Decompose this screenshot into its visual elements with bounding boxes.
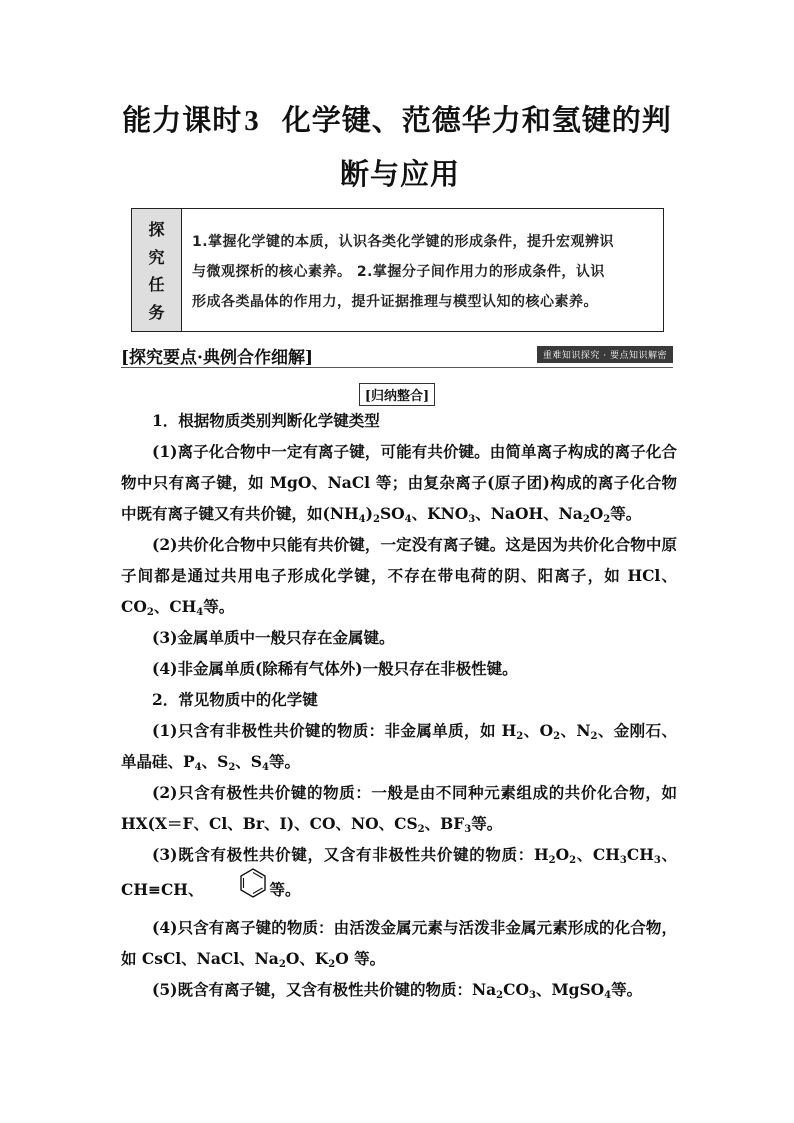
- section-2-heading: 2．常见物质中的化学键: [152, 690, 318, 709]
- section-title: [探究要点·典例合作细解]: [121, 348, 314, 368]
- task-line: 1.掌握化学键的本质，认识各类化学键的形成条件，提升宏观辨识: [192, 234, 615, 250]
- section-1-heading: 1．根据物质类别判断化学键类型: [152, 411, 380, 430]
- task-line: 与微观探析的核心素养。 2.掌握分子间作用力的形成条件，认识: [192, 264, 605, 280]
- page-title: [0, 98, 794, 139]
- content: [121, 405, 677, 1005]
- section-tag: 重难知识探究 · 要点知识解密: [537, 346, 673, 363]
- task-label-char: 探: [148, 220, 165, 240]
- benzene-ring-icon: [207, 867, 268, 909]
- task-label-char: 究: [148, 247, 165, 267]
- task-label: [132, 209, 182, 331]
- paragraph: (3)既含有极性共价键，又含有非极性共价键的物质：$H_2O_2$、$CH_3CH_3$、CH≡CH、 等。: [121, 839, 677, 912]
- task-line: 形成各类晶体的作用力，提升证据推理与模型认知的核心素养。: [192, 294, 598, 310]
- section-bar: [121, 343, 673, 368]
- task-label-char: 务: [148, 302, 165, 322]
- title-main: 化学键、范德华力和氢键的判: [281, 103, 672, 137]
- paragraph: (2)共价化合物中只能有共价键，一定没有离子键。这是因为共价化合物中原子间都是通过共用电子形成化学键，不存在带电荷的阴、阳离子，如 HCl、$CO_2$、$CH_4$等。: [121, 535, 677, 618]
- title-number: 3: [244, 105, 260, 137]
- paragraph: (4)只含有离子键的物质：由活泼金属元素与活泼非金属元素形成的化合物，如 CsCl、NaCl、$Na_2O$、$K_2O$ 等。: [121, 918, 677, 970]
- paragraph: (1)只含有非极性共价键的物质：非金属单质，如 $H_2$、$O_2$、$N_2$、金刚石、单晶硅、$P_4$、$S_2$、$S_4$等。: [121, 721, 677, 773]
- paragraph: (4)非金属单质(除稀有气体外)一般只存在非极性键。: [152, 659, 518, 678]
- paragraph: (1)离子化合物中一定有离子键，可能有共价键。由简单离子构成的离子化合物中只有离子键，如 MgO、NaCl 等；由复杂离子(原子团)构成的离子化合物中既有离子键又有共价键，如$(NH_4)_2SO_4$、$KNO_3$、NaOH、$Na_2O_2$等。: [121, 442, 677, 525]
- page-title-line2: 断与应用: [339, 157, 460, 191]
- task-text: [182, 209, 663, 331]
- badge-wrap: [0, 383, 794, 406]
- task-label-char: 任: [148, 275, 165, 295]
- title-prefix: 能力课时: [122, 103, 243, 137]
- task-box: [131, 208, 664, 332]
- summary-badge: [归纳整合]: [359, 383, 435, 406]
- paragraph: (3)金属单质中一般只存在金属键。: [152, 628, 395, 647]
- paragraph: (2)只含有极性共价键的物质：一般是由不同种元素组成的共价化合物，如 HX(X＝F、Cl、Br、I)、CO、NO、$CS_2$、$BF_3$等。: [121, 783, 677, 835]
- paragraph: (5)既含有离子键，又含有极性共价键的物质：$Na_2CO_3$、MgSO$_4$等。: [152, 980, 643, 1001]
